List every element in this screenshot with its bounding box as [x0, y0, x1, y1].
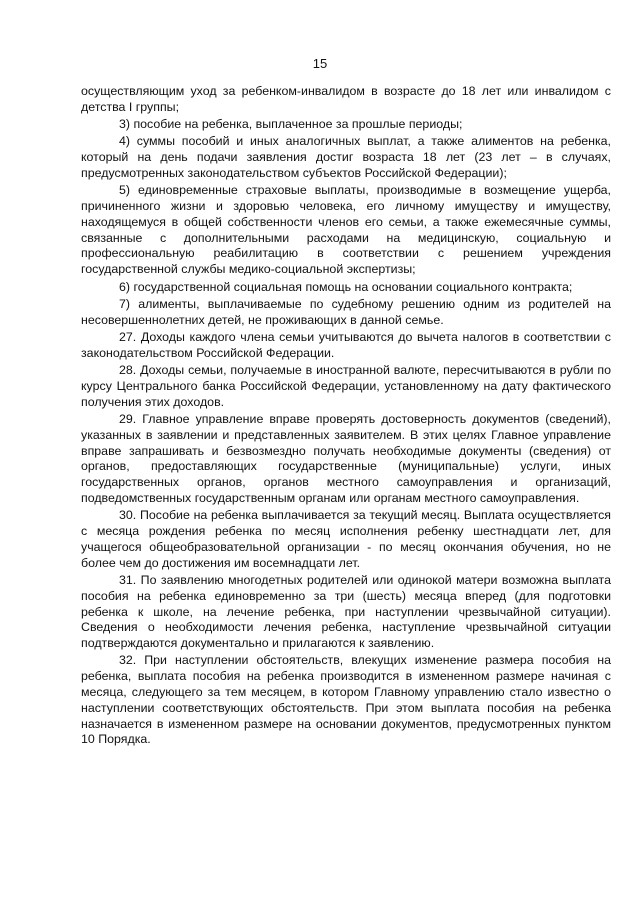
paragraph: 3) пособие на ребенка, выплаченное за прошлые периоды;	[119, 117, 463, 132]
paragraph: 29. Главное управление вправе проверять достоверность документов (сведений), указанных в заявлении и представленных заявителем. В этих целях Главное управление вправе запрашивать и безвозмездно получать необходимые документы (сведения) от органов, предоставляющих государственные (муниципальные) услуги, иных государственных органов, органов местного самоуправления и организаций, подведомственных государственным органам или органам местного самоуправления.	[81, 411, 611, 505]
body-text	[81, 84, 611, 750]
paragraph: 32. При наступлении обстоятельств, влекущих изменение размера пособия на ребенка, выплата пособия на ребенка производится в измененном размере начиная с месяца, следующего за тем месяцем, в котором Главному управлению стало известно о наступлении соответствующих обстоятельств. При этом выплата пособия на ребенка назначается в измененном размере на основании документов, предусмотренных пунктом 10 Порядка.	[81, 653, 611, 747]
paragraph: 4) суммы пособий и иных аналогичных выплат, а также алиментов на ребенка, который на день подачи заявления достиг возраста 18 лет (23 лет – в случаях, предусмотренных законодательством субъектов Российской Федерации);	[81, 134, 611, 180]
paragraph: 30. Пособие на ребенка выплачивается за текущий месяц. Выплата осуществляется с месяца рождения ребенка по месяц исполнения ребенку шестнадцати лет, для учащегося общеобразовательной организации - по месяц окончания обучения, но не более чем до достижения им восемнадцати лет.	[81, 508, 611, 570]
paragraph: 6) государственной социальная помощь на основании социального контракта;	[119, 279, 573, 294]
paragraph: осуществляющим уход за ребенком-инвалидом в возрасте до 18 лет или инвалидом с детства I группы;	[81, 84, 611, 114]
paragraph: 5) единовременные страховые выплаты, производимые в возмещение ущерба, причиненного жизни и здоровью человека, его личному имуществу и имуществу, находящемуся в общей собственности членов его семьи, а также ежемесячные суммы, связанные с дополнительными расходами на медицинскую, социальную и профессиональную реабилитацию в соответствии с решением учреждения государственной службы медико-социальной экспертизы;	[81, 183, 611, 277]
paragraph: 31. По заявлению многодетных родителей или одинокой матери возможна выплата пособия на ребенка единовременно за три (шесть) месяца вперед (для подготовки ребенка к школе, на лечение ребенка, при наступлении чрезвычайной ситуации). Сведения о необходимости лечения ребенка, наступление чрезвычайной ситуации подтверждаются документально и прилагаются к заявлению.	[81, 572, 611, 651]
paragraph: 7) алименты, выплачиваемые по судебному решению одним из родителей на несовершеннолетних детей, не проживающих в данной семье.	[81, 296, 611, 327]
page-number: 15	[312, 56, 328, 71]
paragraph: 28. Доходы семьи, получаемые в иностранной валюте, пересчитываются в рубли по курсу Центрального банка Российской Федерации, установленному на дату фактического получения этих доходов.	[81, 363, 611, 409]
paragraph: 27. Доходы каждого члена семьи учитываются до вычета налогов в соответствии с законодательством Российской Федерации.	[81, 329, 611, 360]
